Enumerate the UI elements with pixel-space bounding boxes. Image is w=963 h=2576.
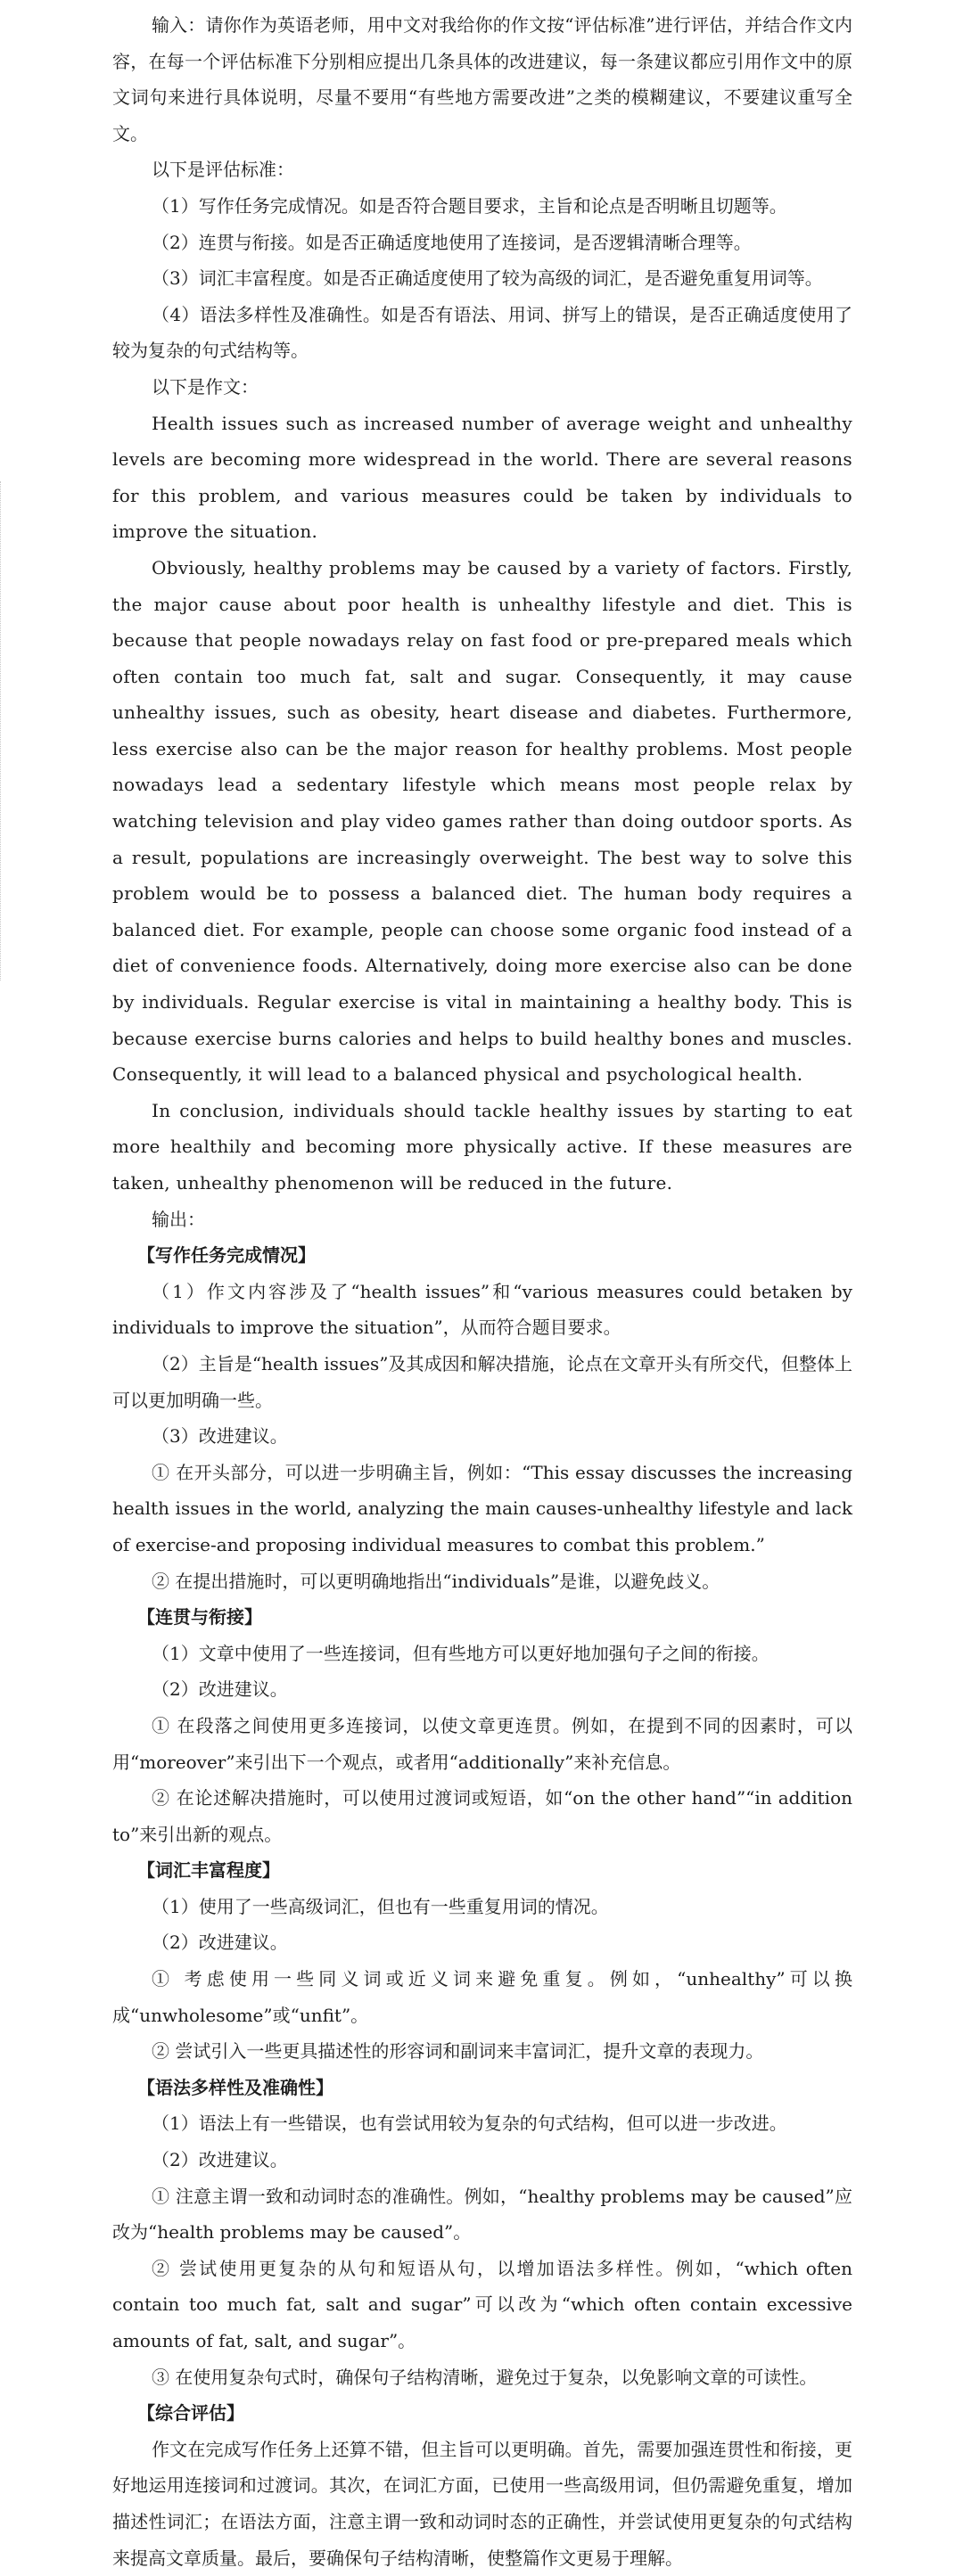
essay-paragraph-3: In conclusion, individuals should tackle healthy issues by starting to eat more healthily and becoming more physically active. If these measures are taken, unhealthy phenomenon will be reduced in the future. — [112, 1099, 852, 1194]
section-title-grammar: 【语法多样性及准确性】 — [137, 2076, 333, 2098]
coherence-item-1: （1）文章中使用了一些连接词，但有些地方可以更好地加强句子之间的衔接。 — [152, 1642, 770, 1664]
grammar-item-4: ② 尝试使用更复杂的从句和短语从句，以增加语法多样性。例如，“which often contain too much fat, salt and sugar”可以改为“which often contain excessive amounts of fat, salt, and sugar”。 — [112, 2257, 852, 2351]
scan-margin-mark — [0, 481, 4, 980]
overall-assessment: 作文在完成写作任务上还算不错，但主旨可以更明确。首先，需要加强连贯性和衔接，更好地运用连接词和过渡词。其次，在词汇方面，已使用一些高级用词，但仍需避免重复，增加描述性词汇；在语法方面，注意主谓一致和动词时态的正确性，并尝试使用更复杂的句式结构来提高文章质量。最后，要确保句子结构清晰，使整篇作文更易于理解。 — [112, 2438, 852, 2569]
section-title-task: 【写作任务完成情况】 — [137, 1244, 316, 1267]
coherence-item-2: （2）改进建议。 — [152, 1678, 288, 1701]
task-item-5: ② 在提出措施时，可以更明确地指出“individuals”是谁，以避免歧义。 — [152, 1570, 720, 1592]
coherence-item-4: ② 在论述解决措施时，可以使用过渡词或短语，如“on the other hand”“in addition to”来引出新的观点。 — [112, 1787, 852, 1845]
output-label: 输出： — [152, 1208, 205, 1230]
task-item-2: （2）主旨是“health issues”及其成因和解决措施，论点在文章开头有所交代，但整体上可以更加明确一些。 — [112, 1352, 852, 1411]
grammar-item-1: （1）语法上有一些错误，也有尝试用较为复杂的句式结构，但可以进一步改进。 — [152, 2112, 787, 2135]
essay-paragraph-1: Health issues such as increased number of average weight and unhealthy levels are becoming more widespread in the world. There are several reasons for this problem, and various measures could be taken by individuals to improve the situation. — [112, 412, 852, 543]
grammar-item-2: （2）改进建议。 — [152, 2149, 288, 2171]
criterion-4: （4）语法多样性及准确性。如是否有语法、用词、拼写上的错误，是否正确适度使用了较为复杂的句式结构等。 — [112, 303, 852, 362]
task-item-4: ① 在开头部分，可以进一步明确主旨，例如：“This essay discusses the increasing health issues in the world, analyzing the main causes-unhealthy lifestyle and lack of exercise-and proposing individual measures to combat this problem.” — [112, 1461, 852, 1555]
input-paragraph — [112, 7, 852, 152]
essay-intro: 以下是作文： — [152, 375, 259, 398]
criteria-intro: 以下是评估标准： — [152, 159, 294, 181]
input-label: 输入： — [152, 14, 206, 36]
input-text: 请你作为英语老师，用中文对我给你的作文按“评估标准”进行评估，并结合作文内容，在每一个评估标准下分别相应提出几条具体的改进建议，每一条建议都应引用作文中的原文词句来进行具体说明，尽量不要用“有些地方需要改进”之类的模糊建议，不要建议重写全文。 — [112, 14, 853, 144]
essay-paragraph-2: Obviously, healthy problems may be caused by a variety of factors. Firstly, the major cause about poor health is unhealthy lifestyle and diet. This is because that people nowadays relay on fast food or pre-prepared meals which often contain too much fat, salt and sugar. Consequently, it may cause unhealthy issues, such as obesity, heart disease and diabetes. Furthermore, less exercise also can be the major reason for healthy problems. Most people nowadays lead a sedentary lifestyle which means most people relax by watching television and play video games rather than doing outdoor sports. As a result, populations are increasingly overweight. The best way to solve this problem would be to possess a balanced diet. The human body requires a balanced diet. For example, people can choose some organic food instead of a diet of convenience foods. Alternatively, doing more exercise also can be done by individuals. Regular exercise is vital in maintaining a healthy body. This is because exercise burns calories and helps to build healthy bones and muscles. Consequently, it will lead to a balanced physical and psychological health. — [112, 556, 852, 1086]
section-title-overall: 【综合评估】 — [137, 2402, 244, 2424]
grammar-item-5: ③ 在使用复杂句式时，确保句子结构清晰，避免过于复杂，以免影响文章的可读性。 — [152, 2366, 818, 2388]
section-title-coherence: 【连贯与衔接】 — [137, 1606, 262, 1628]
task-item-3: （3）改进建议。 — [152, 1425, 288, 1448]
task-item-1: （1）作文内容涉及了“health issues”和“various measures could betaken by individuals to improve the situation”，从而符合题目要求。 — [112, 1280, 852, 1339]
section-title-vocabulary: 【词汇丰富程度】 — [137, 1859, 280, 1882]
criterion-2: （2）连贯与衔接。如是否正确适度地使用了连接词，是否逻辑清晰合理等。 — [152, 231, 752, 253]
vocabulary-item-2: （2）改进建议。 — [152, 1932, 288, 1954]
criterion-3: （3）词汇丰富程度。如是否正确适度使用了较为高级的词汇，是否避免重复用词等。 — [152, 267, 823, 290]
vocabulary-item-4: ② 尝试引入一些更具描述性的形容词和副词来丰富词汇，提升文章的表现力。 — [152, 2040, 764, 2063]
grammar-item-3: ① 注意主谓一致和动词时态的准确性。例如，“healthy problems may be caused”应改为“health problems may be caused”。 — [112, 2185, 852, 2244]
coherence-item-3: ① 在段落之间使用更多连接词，以使文章更连贯。例如，在提到不同的因素时，可以用“moreover”来引出下一个观点，或者用“additionally”来补充信息。 — [112, 1714, 852, 1773]
vocabulary-item-1: （1）使用了一些高级词汇，但也有一些重复用词的情况。 — [152, 1895, 609, 1917]
criterion-1: （1）写作任务完成情况。如是否符合题目要求，主旨和论点是否明晰且切题等。 — [152, 194, 787, 217]
vocabulary-item-3: ① 考虑使用一些同义词或近义词来避免重复。例如，“unhealthy”可以换成“unwholesome”或“unfit”。 — [112, 1968, 852, 2026]
document-page — [112, 7, 852, 2576]
